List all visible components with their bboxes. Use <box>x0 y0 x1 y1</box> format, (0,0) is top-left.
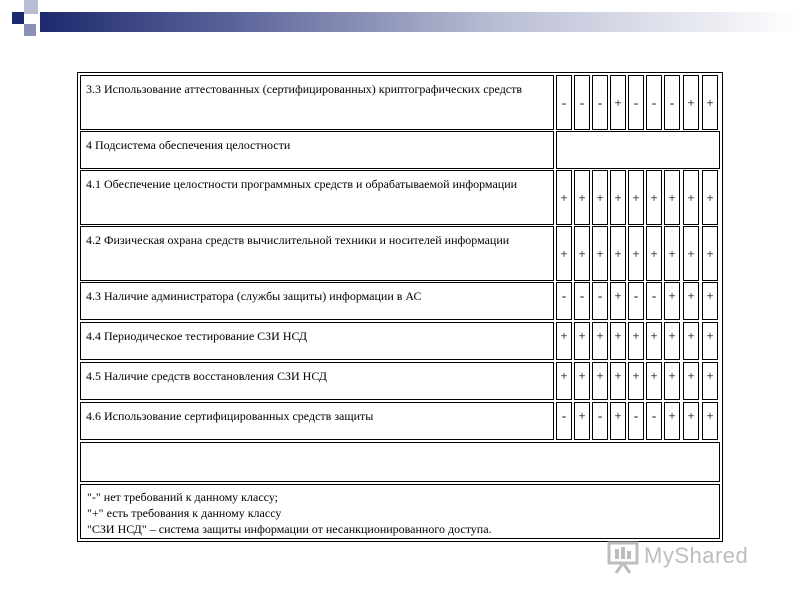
row-marks <box>556 170 720 225</box>
mark-cell: + <box>683 362 699 400</box>
mark-cell: + <box>664 362 680 400</box>
requirements-table <box>77 72 723 542</box>
mark-cell: - <box>664 75 680 130</box>
mark-cell: + <box>683 170 699 225</box>
mark-cell: + <box>592 226 608 281</box>
table-row <box>80 75 720 130</box>
mark-cell: + <box>683 226 699 281</box>
mark-cell: + <box>664 226 680 281</box>
mark-cell: + <box>610 170 626 225</box>
mark-cell: + <box>574 322 590 360</box>
mark-cell: + <box>702 362 718 400</box>
row-marks <box>556 282 720 320</box>
table-row <box>80 402 720 440</box>
mark-cell: + <box>664 322 680 360</box>
row-description: 4.2 Физическая охрана средств вычислительной техники и носителей информации <box>80 226 554 281</box>
mark-cell: + <box>646 362 662 400</box>
mark-cell: - <box>556 75 572 130</box>
mark-cell: + <box>610 75 626 130</box>
legend-line: "-" нет требований к данному классу; <box>87 490 278 504</box>
mark-cell: + <box>574 362 590 400</box>
mark-cell: - <box>628 282 644 320</box>
mark-cell: - <box>592 402 608 440</box>
mark-cell: + <box>610 322 626 360</box>
mark-cell: + <box>664 282 680 320</box>
mark-cell: + <box>574 402 590 440</box>
mark-cell: + <box>683 402 699 440</box>
mark-cell: + <box>556 170 572 225</box>
presentation-board-icon <box>606 539 640 575</box>
row-description: 4.4 Периодическое тестирование СЗИ НСД <box>80 322 554 360</box>
mark-cell: + <box>702 170 718 225</box>
mark-cell: + <box>628 362 644 400</box>
mark-cell: + <box>702 75 718 130</box>
mark-cell: + <box>628 226 644 281</box>
mark-cell: + <box>592 170 608 225</box>
mark-cell: + <box>574 226 590 281</box>
mark-cell: + <box>702 226 718 281</box>
mark-cell: - <box>556 402 572 440</box>
row-description: 4.1 Обеспечение целостности программных средств и обрабатываемой информации <box>80 170 554 225</box>
row-description: 4.6 Использование сертифицированных средств защиты <box>80 402 554 440</box>
mark-cell: + <box>683 282 699 320</box>
row-description: 3.3 Использование аттестованных (сертифицированных) криптографических средств <box>80 75 554 130</box>
mark-cell: + <box>610 362 626 400</box>
row-marks <box>556 322 720 360</box>
mark-cell: - <box>646 75 662 130</box>
mark-cell: + <box>683 322 699 360</box>
legend-box <box>80 484 720 539</box>
mark-cell: + <box>683 75 699 130</box>
mark-cell: + <box>610 226 626 281</box>
watermark-logo <box>606 537 766 577</box>
mark-cell: + <box>628 322 644 360</box>
mark-cell: + <box>574 170 590 225</box>
mark-cell: + <box>646 170 662 225</box>
header-square-light <box>24 0 38 14</box>
watermark-brand: MyShared <box>644 543 749 568</box>
mark-cell: + <box>702 282 718 320</box>
mark-cell: + <box>610 282 626 320</box>
mark-cell: - <box>556 282 572 320</box>
table-row <box>80 170 720 225</box>
table-row <box>80 226 720 281</box>
table-row <box>80 282 720 320</box>
mark-cell: + <box>702 322 718 360</box>
mark-cell: + <box>646 322 662 360</box>
mark-cell: - <box>646 402 662 440</box>
empty-row <box>80 442 720 482</box>
table-row <box>80 131 720 169</box>
header-gradient-bar <box>40 12 800 32</box>
row-marks <box>556 75 720 130</box>
header-square-dark <box>12 12 24 24</box>
row-description: 4.5 Наличие средств восстановления СЗИ НСД <box>80 362 554 400</box>
row-marks <box>556 362 720 400</box>
mark-cell: + <box>628 170 644 225</box>
table-row <box>80 322 720 360</box>
mark-cell: - <box>574 75 590 130</box>
legend-line: "+" есть требования к данному классу <box>87 506 282 520</box>
mark-cell: + <box>556 322 572 360</box>
legend-line: "СЗИ НСД" – система защиты информации от несанкционированного доступа. <box>87 522 492 536</box>
mark-cell: + <box>664 402 680 440</box>
row-blank-cell <box>556 131 720 169</box>
mark-cell: - <box>574 282 590 320</box>
header-square-mid <box>24 24 36 36</box>
mark-cell: + <box>664 170 680 225</box>
table-row <box>80 362 720 400</box>
mark-cell: + <box>646 226 662 281</box>
mark-cell: - <box>628 402 644 440</box>
mark-cell: - <box>628 75 644 130</box>
row-marks <box>556 402 720 440</box>
mark-cell: + <box>592 322 608 360</box>
mark-cell: - <box>592 75 608 130</box>
mark-cell: + <box>702 402 718 440</box>
row-description: 4.3 Наличие администратора (службы защиты) информации в АС <box>80 282 554 320</box>
mark-cell: + <box>556 362 572 400</box>
mark-cell: + <box>556 226 572 281</box>
mark-cell: - <box>592 282 608 320</box>
mark-cell: - <box>646 282 662 320</box>
mark-cell: + <box>592 362 608 400</box>
row-marks <box>556 226 720 281</box>
row-description: 4 Подсистема обеспечения целостности <box>80 131 554 169</box>
mark-cell: + <box>610 402 626 440</box>
